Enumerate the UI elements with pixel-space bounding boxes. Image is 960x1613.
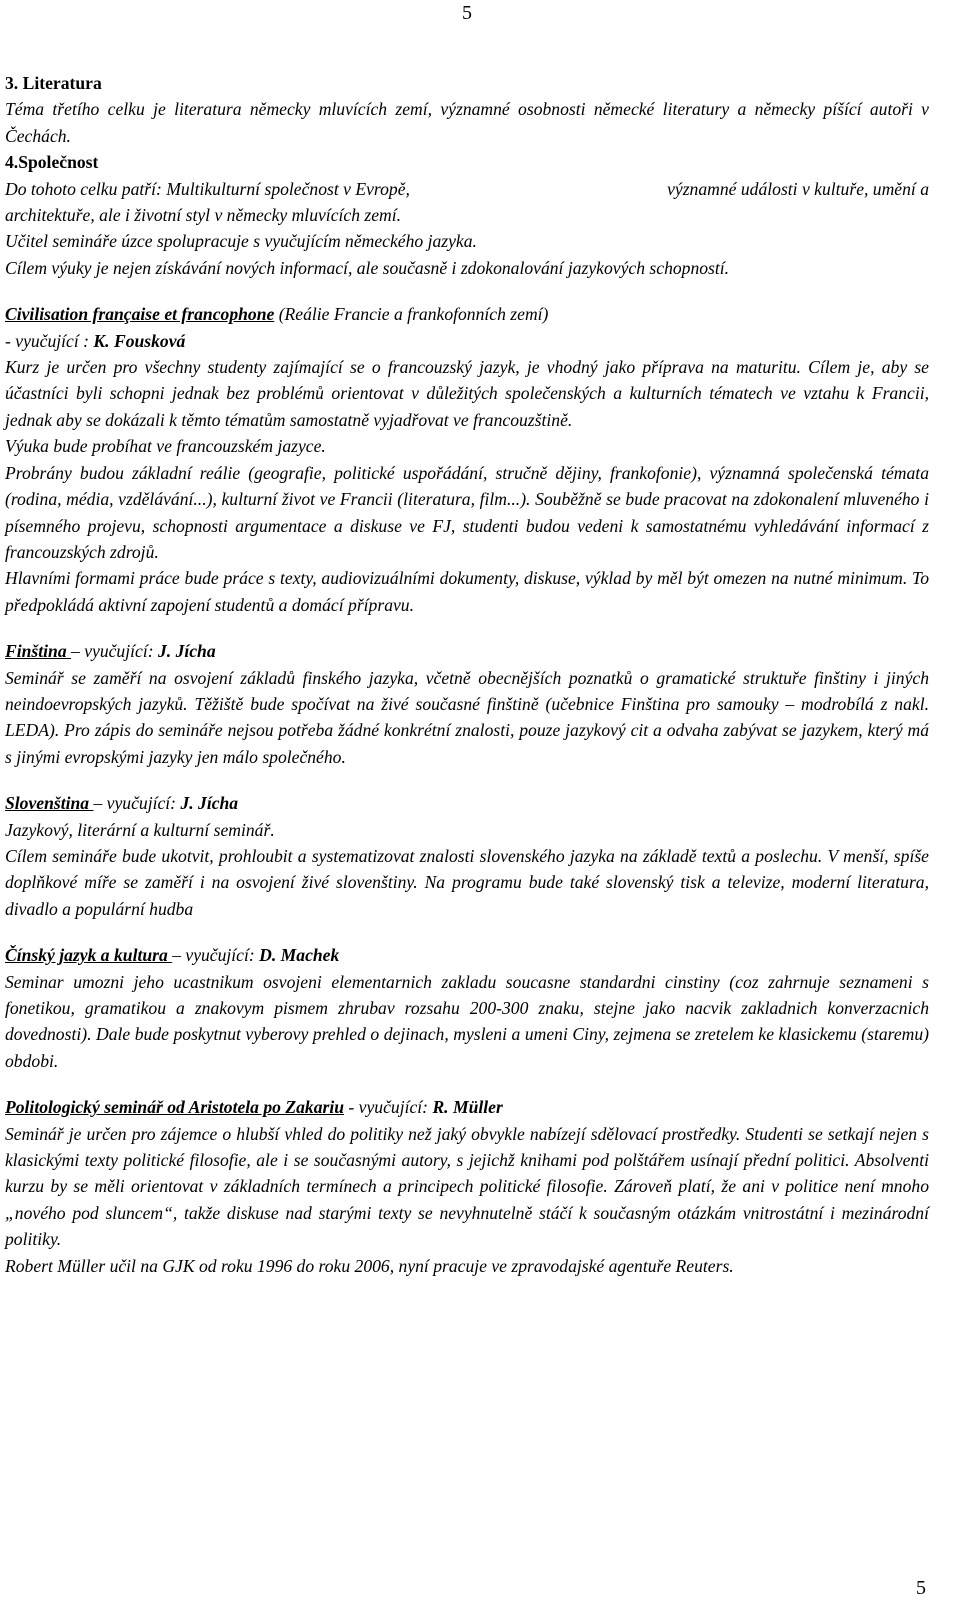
slo-teacher: J. Jícha [180, 793, 239, 814]
pol-title: Politologický seminář od Aristotela po Zakariu [5, 1097, 345, 1118]
slo-paragraph-2: Cílem semináře bude ukotvit, prohloubit a systematizovat znalosti slovenského jazyka na základě textů a poslechu. V menší, spíše doplňkové míře se zaměří i na osvojení živé slovenštiny. Na programu bude také slovenský tisk a televize, moderní literatura, divadlo a populární hudba [5, 845, 929, 919]
slo-title: Slovenština [5, 793, 94, 814]
section-3-text: Téma třetího celku je literatura německy mluvících zemí, významné osobnosti německé literatury a německy píšící autoři v Čechách. [5, 99, 929, 146]
civ-paragraph-1: Kurz je určen pro všechny studenty zajímající se o francouzský jazyk, je vhodný jako příprava na maturitu. Cílem je, aby se účastníci byli schopni jednak bez problémů orientovat v důležitých společenských a kulturních tématech ve vztahu k Francii, jednak aby se dokázali k těmto tématům samostatně vyjadřovat ve francouzštině. [5, 357, 929, 430]
cin-teacher-prefix: – vyučující: [172, 945, 260, 966]
fin-teacher-prefix: – vyučující: [71, 641, 158, 662]
slo-teacher-prefix: – vyučující: [93, 793, 181, 814]
civ-subtitle: (Reálie Francie a frankofonních zemí) [274, 304, 549, 325]
civ-paragraph-4: Hlavními formami práce bude práce s texty, audiovizuálními dokumenty, diskuse, výklad by měl být omezen na nutné minimum. To předpokládá aktivní zapojení studentů a domácí přípravu. [5, 568, 929, 615]
fin-title: Finština [5, 641, 72, 662]
civ-paragraph-2: Výuka bude probíhat ve francouzském jazyce. [5, 436, 326, 457]
civ-teacher-prefix: - vyučující : [5, 330, 94, 351]
pol-heading [5, 1094, 929, 1120]
pol-teacher-prefix: - vyučující: [344, 1097, 433, 1118]
cin-heading [5, 942, 929, 968]
section-4-line1-left: Do tohoto celku patří: Multikulturní společnost v Evropě, [5, 178, 410, 199]
cin-title: Čínský jazyk a kultura [5, 945, 173, 966]
cin-teacher: D. Machek [259, 945, 340, 966]
document-content [5, 70, 929, 1279]
fin-paragraph-1: Seminář se zaměří na osvojení základů finského jazyka, včetně obecnějších poznatků o gramatické struktuře finštiny i jiných neindoevropských jazyků. Těžiště bude spočívat na živé současné finštině (učebnice Finština pro samouky – modrobílá z nakl. LEDA). Pro zápis do semináře nejsou potřeba žádné konkrétní znalosti, pouze jazykový cit a odvaha zabývat se jazykem, který má s jinými evropskými jazyky jen málo společného. [5, 667, 929, 767]
section-4-line1 [5, 176, 929, 202]
page-number-top: 5 [462, 2, 472, 24]
slo-paragraph-1: Jazykový, literární a kulturní seminář. [5, 819, 275, 840]
fin-teacher: J. Jícha [157, 641, 216, 662]
section-4-line3: Učitel semináře úzce spolupracuje s vyučujícím německého jazyka. [5, 231, 477, 252]
civ-teacher-line [5, 328, 929, 354]
pol-paragraph-1: Seminář je určen pro zájemce o hlubší vhled do politiky než jaký obvykle nabízejí sdělovací prostředky. Studenti se setkají nejen s klasickými texty politické filosofie, ale i se současnými autory, s jejichž knihami pod polštářem usínají přední politici. Absolventi kurzu by se měli orientovat v základních termínech a principech politické filosofie. Zároveň platí, že ani v politice není mnoho „nového pod sluncem“, takže diskuse nad starými texty se nevyhnutelně stáčí k současným otázkám vnitrostátní i mezinárodní politiky. [5, 1123, 929, 1250]
fin-heading [5, 638, 929, 664]
pol-teacher: R. Müller [432, 1097, 503, 1118]
civ-teacher: K. Fousková [93, 330, 186, 351]
slo-heading [5, 790, 929, 816]
civ-heading [5, 301, 929, 327]
section-3-title: 3. Literatura [5, 73, 102, 93]
section-4-line4: Cílem výuky je nejen získávání nových informací, ale současně i zdokonalování jazykových schopností. [5, 257, 730, 278]
cin-paragraph-1: Seminar umozni jeho ucastnikum osvojeni elementarnich zakladu soucasne standardni cinstiny (coz zahrnuje seznameni s fonetikou, gramatikou a znakovym pismem zhrubav rozsahu 200-300 znaku, stejne jako nacvik zakladnich konverzacnich dovednosti). Dale bude poskytnut vyberovy prehled o dejinach, mysleni a umeni Ciny, zejmena se zretelem ke klasickemu (staremu) obdobi. [5, 971, 929, 1071]
section-4-title: 4.Společnost [5, 152, 99, 173]
pol-paragraph-2: Robert Müller učil na GJK od roku 1996 do roku 2006, nyní pracuje ve zpravodajské agentuře Reuters. [5, 1255, 734, 1276]
civ-title: Civilisation française et francophone [5, 304, 275, 325]
section-4-line1-right: významné události v kultuře, umění a [667, 178, 929, 199]
civ-paragraph-3: Probrány budou základní reálie (geografie, politické uspořádání, stručně dějiny, frankofonie), významná společenská témata (rodina, média, vzdělávání...), kulturní život ve Francii (literatura, film...). Souběžně se bude pracovat na zdokonalení mluveného i písemného projevu, schopnosti argumentace a diskuse ve FJ, studenti budou vedeni k samostatnému vyhledávání informací z francouzských zdrojů. [5, 462, 929, 562]
page-number-bottom: 5 [916, 1577, 926, 1599]
section-4-line2: architektuře, ale i životní styl v německy mluvících zemí. [5, 205, 402, 226]
